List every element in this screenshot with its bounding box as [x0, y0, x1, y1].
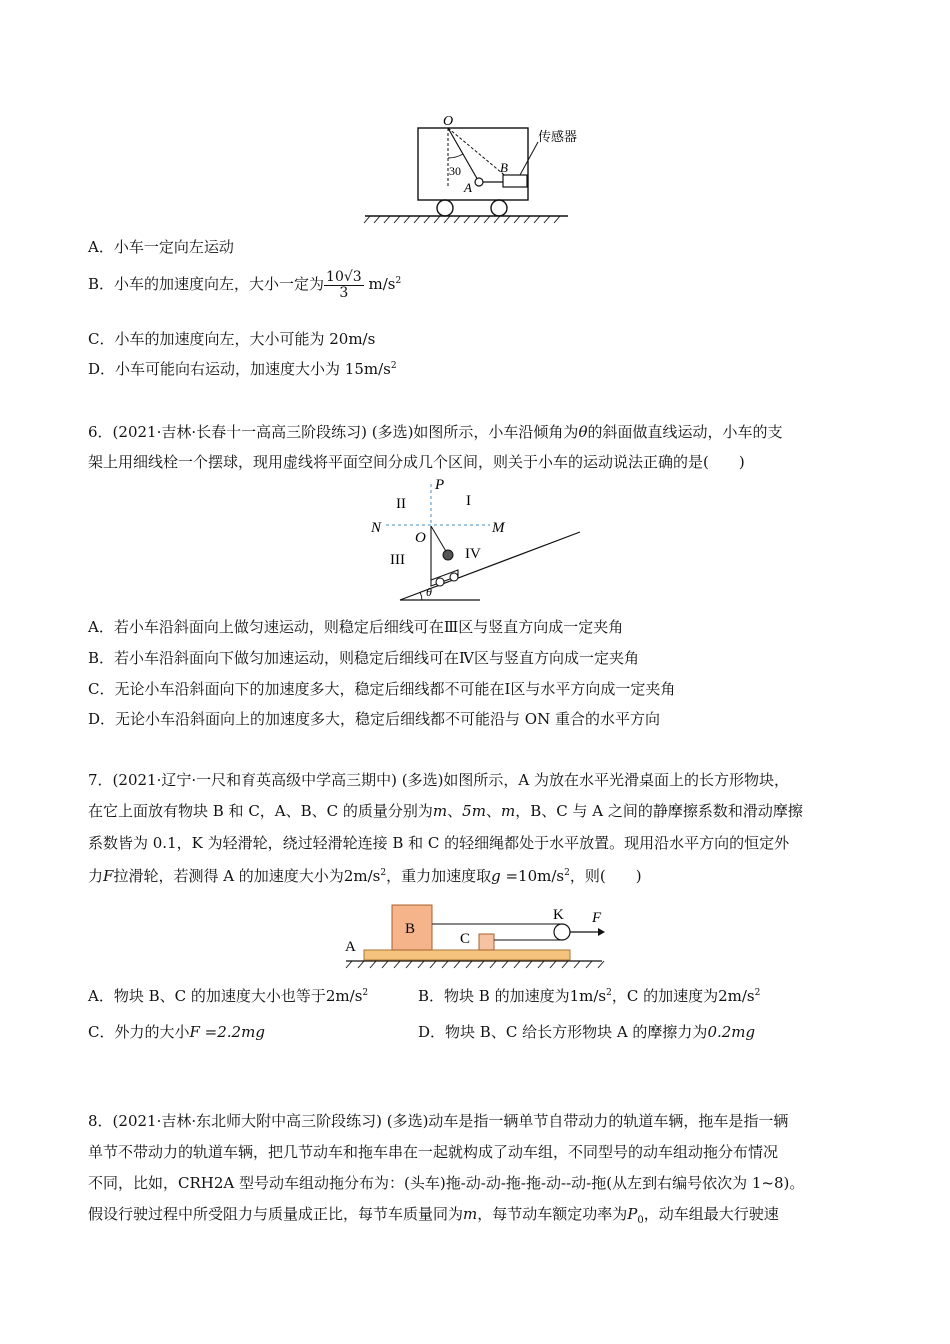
- q8-stem-line1: 8．(2021·吉林·东北师大附中高三阶段练习) (多选)动车是指一辆单节自带动力的轨道车辆，拖车是指一辆: [88, 1112, 789, 1130]
- q8-stem-line3: 不同，比如，CRH2A 型号动车组动拖分布为：(头车)拖-动-动-拖-拖-动--动-拖(从左到右编号依次为 1~8)。: [88, 1174, 805, 1192]
- block-C: [479, 934, 494, 950]
- label-sensor: 传感器: [538, 130, 578, 145]
- q7-sep1: 、: [447, 802, 463, 820]
- q7-acc-value: 2m/s: [343, 867, 381, 885]
- q5-option-b-unit: m/s: [368, 275, 396, 294]
- q6-stem-text-a: 6．(2021·吉林·长春十一高高三阶段练习) (多选)如图所示，小车沿倾角为: [88, 423, 579, 441]
- q7-line2-text-b: ，B、C 与 A 之间的静摩擦系数和滑动摩擦: [515, 802, 803, 820]
- q5-option-d-exp: 2: [390, 361, 397, 371]
- q7-option-a-value: 2m/s: [325, 987, 363, 1005]
- label-P: P: [435, 477, 445, 493]
- label-theta: θ: [426, 585, 432, 599]
- q7-mass-5m: 5m: [462, 802, 486, 820]
- label-block-B: B: [405, 921, 416, 937]
- q7-line4-text-b: 拉滑轮，若测得 A 的加速度大小为: [113, 867, 344, 885]
- q6-theta: θ: [578, 423, 588, 441]
- q7-line4-text-c: ，重力加速度取: [386, 867, 492, 885]
- q8-line4-text-b: ，每节动车额定功率为: [477, 1205, 628, 1223]
- sensor-pointer: [520, 142, 538, 175]
- ball-A: [475, 178, 483, 186]
- label-III: III: [390, 552, 405, 568]
- q5-option-b-exp: 2: [395, 276, 402, 287]
- q7-line4-text-d: ，则( ): [569, 867, 642, 885]
- q5-figure-cart-sensor: [360, 112, 580, 224]
- fraction-10root3-over-3: $\frac{10√3}{3}$: [326, 269, 362, 301]
- pendulum-string-q6: [431, 526, 447, 553]
- q7-mass-m1: m: [432, 802, 448, 820]
- q7-option-d-text: D．物块 B、C 给长方形物块 A 的摩擦力为: [418, 1023, 708, 1041]
- block-A: [364, 950, 570, 960]
- q6-stem-line2: 架上用细线栓一个摆球，现用虚线将平面空间分成几个区间，则关于小车的运动说法正确的是( ): [88, 453, 745, 471]
- q7-option-b-value1: 1m/s: [569, 987, 607, 1005]
- sensor-block: [503, 175, 527, 187]
- q6-option-c[interactable]: C．无论小车沿斜面向下的加速度多大，稳定后细线都不可能在Ⅰ区与水平方向成一定夹角: [88, 680, 676, 698]
- q7-option-c[interactable]: [88, 1021, 265, 1042]
- q7-option-c-F: F: [189, 1023, 200, 1041]
- q7-option-a-text: A．物块 B、C 的加速度大小也等于: [88, 987, 326, 1005]
- q7-option-b-exp1: 2: [606, 988, 612, 998]
- label-B: B: [500, 160, 508, 175]
- q7-g-symbol: g: [491, 867, 501, 885]
- pulley-K: [554, 924, 570, 940]
- q6-stem-line1: [88, 421, 782, 442]
- label-O-q6: O: [415, 530, 426, 546]
- q7-figure-blocks-pulley: [340, 900, 620, 970]
- label-A: A: [464, 180, 472, 195]
- q7-option-d-value: 0.2mg: [707, 1023, 756, 1041]
- q7-sep2: 、: [485, 802, 501, 820]
- wheel-left: [437, 200, 453, 216]
- label-O: O: [443, 114, 454, 129]
- q5-option-b[interactable]: [88, 270, 401, 300]
- q7-g-exp: 2: [564, 868, 570, 878]
- q7-stem-line4: [88, 865, 642, 886]
- force-arrow-head: [598, 928, 605, 936]
- q8-line4-text-a: 假设行驶过程中所受阻力与质量成正比，每节车质量同为: [88, 1205, 464, 1223]
- q6-figure-incline-regions: [360, 476, 590, 606]
- q7-force-F: F: [103, 867, 114, 885]
- q5-option-b-text: B．小车的加速度向左，大小一定为: [88, 275, 325, 294]
- q5-option-c[interactable]: C．小车的加速度向左，大小可能为 20m/s: [88, 330, 376, 348]
- q7-stem-line3: 系数皆为 0.1，K 为轻滑轮，绕过轻滑轮连接 B 和 C 的轻细绳都处于水平放置。现用沿水平方向的恒定外: [88, 834, 790, 852]
- label-II: II: [396, 496, 406, 512]
- q7-g-value: =10m/s: [500, 867, 565, 885]
- q7-line4-text-a: 力: [88, 867, 104, 885]
- q7-line2-text-a: 在它上面放有物块 B 和 C，A、B、C 的质量分别为: [88, 802, 433, 820]
- q7-stem-line1: 7．(2021·辽宁·一尺和育英高级中学高三期中) (多选)如图所示，A 为放在水平光滑桌面上的长方形物块，: [88, 771, 790, 789]
- ground-hatching: [364, 216, 560, 223]
- label-IV: IV: [465, 546, 481, 562]
- q7-option-a-exp: 2: [362, 988, 369, 998]
- q8-stem-line2: 单节不带动力的轨道车辆，把几节动车和拖车串在一起就构成了动车组，不同型号的动车组动拖分布情况: [88, 1143, 779, 1161]
- q5-option-d-text: D．小车可能向右运动，加速度大小为 15m/s: [88, 360, 391, 378]
- q8-power-P: P: [627, 1205, 638, 1223]
- label-force-F: F: [592, 910, 602, 926]
- label-I: I: [466, 493, 471, 509]
- cart-body: [418, 128, 528, 200]
- q7-mass-m2: m: [500, 802, 516, 820]
- q7-option-b-mid: ，C 的加速度为: [611, 987, 719, 1005]
- q7-option-b-exp2: 2: [754, 988, 761, 998]
- theta-arc: [420, 592, 422, 600]
- q6-option-a[interactable]: A．若小车沿斜面向上做匀速运动，则稳定后细线可在Ⅲ区与竖直方向成一定夹角: [88, 618, 624, 636]
- q7-acc-exp: 2: [380, 868, 387, 878]
- label-block-C: C: [460, 931, 471, 947]
- q7-option-b-value2: 2m/s: [718, 987, 755, 1005]
- label-angle: 30: [449, 164, 461, 178]
- q7-option-a[interactable]: [88, 985, 368, 1006]
- q8-power-sub: 0: [637, 1215, 644, 1226]
- label-N: N: [371, 520, 382, 536]
- label-block-A: A: [345, 939, 356, 955]
- angle-arc: [448, 154, 463, 158]
- q7-option-b[interactable]: [418, 985, 760, 1006]
- q8-stem-line4: [88, 1203, 779, 1226]
- q6-option-d[interactable]: D．无论小车沿斜面向上的加速度多大，稳定后细线都不可能沿与 ON 重合的水平方向: [88, 710, 660, 728]
- q6-stem-text-b: 的斜面做直线运动，小车的支: [587, 423, 783, 441]
- wheel-right: [491, 200, 507, 216]
- q7-stem-line2: [88, 800, 803, 821]
- pendulum-ball-q6: [443, 550, 453, 560]
- q7-option-b-text: B．物块 B 的加速度为: [418, 987, 570, 1005]
- label-M: M: [492, 520, 505, 536]
- q7-option-c-value: =2.2mg: [199, 1023, 265, 1041]
- q7-option-d[interactable]: [418, 1021, 755, 1042]
- label-pulley-K: K: [553, 907, 564, 923]
- q7-ground-hatching: [346, 961, 604, 968]
- q6-option-b[interactable]: B．若小车沿斜面向下做匀加速运动，则稳定后细线可在Ⅳ区与竖直方向成一定夹角: [88, 649, 640, 667]
- q8-line4-text-c: ，动车组最大行驶速: [643, 1205, 779, 1223]
- q5-option-a[interactable]: A．小车一定向左运动: [88, 238, 234, 256]
- q8-mass-m: m: [463, 1205, 478, 1223]
- q5-option-d[interactable]: [88, 358, 397, 379]
- q7-option-c-text: C．外力的大小: [88, 1023, 190, 1041]
